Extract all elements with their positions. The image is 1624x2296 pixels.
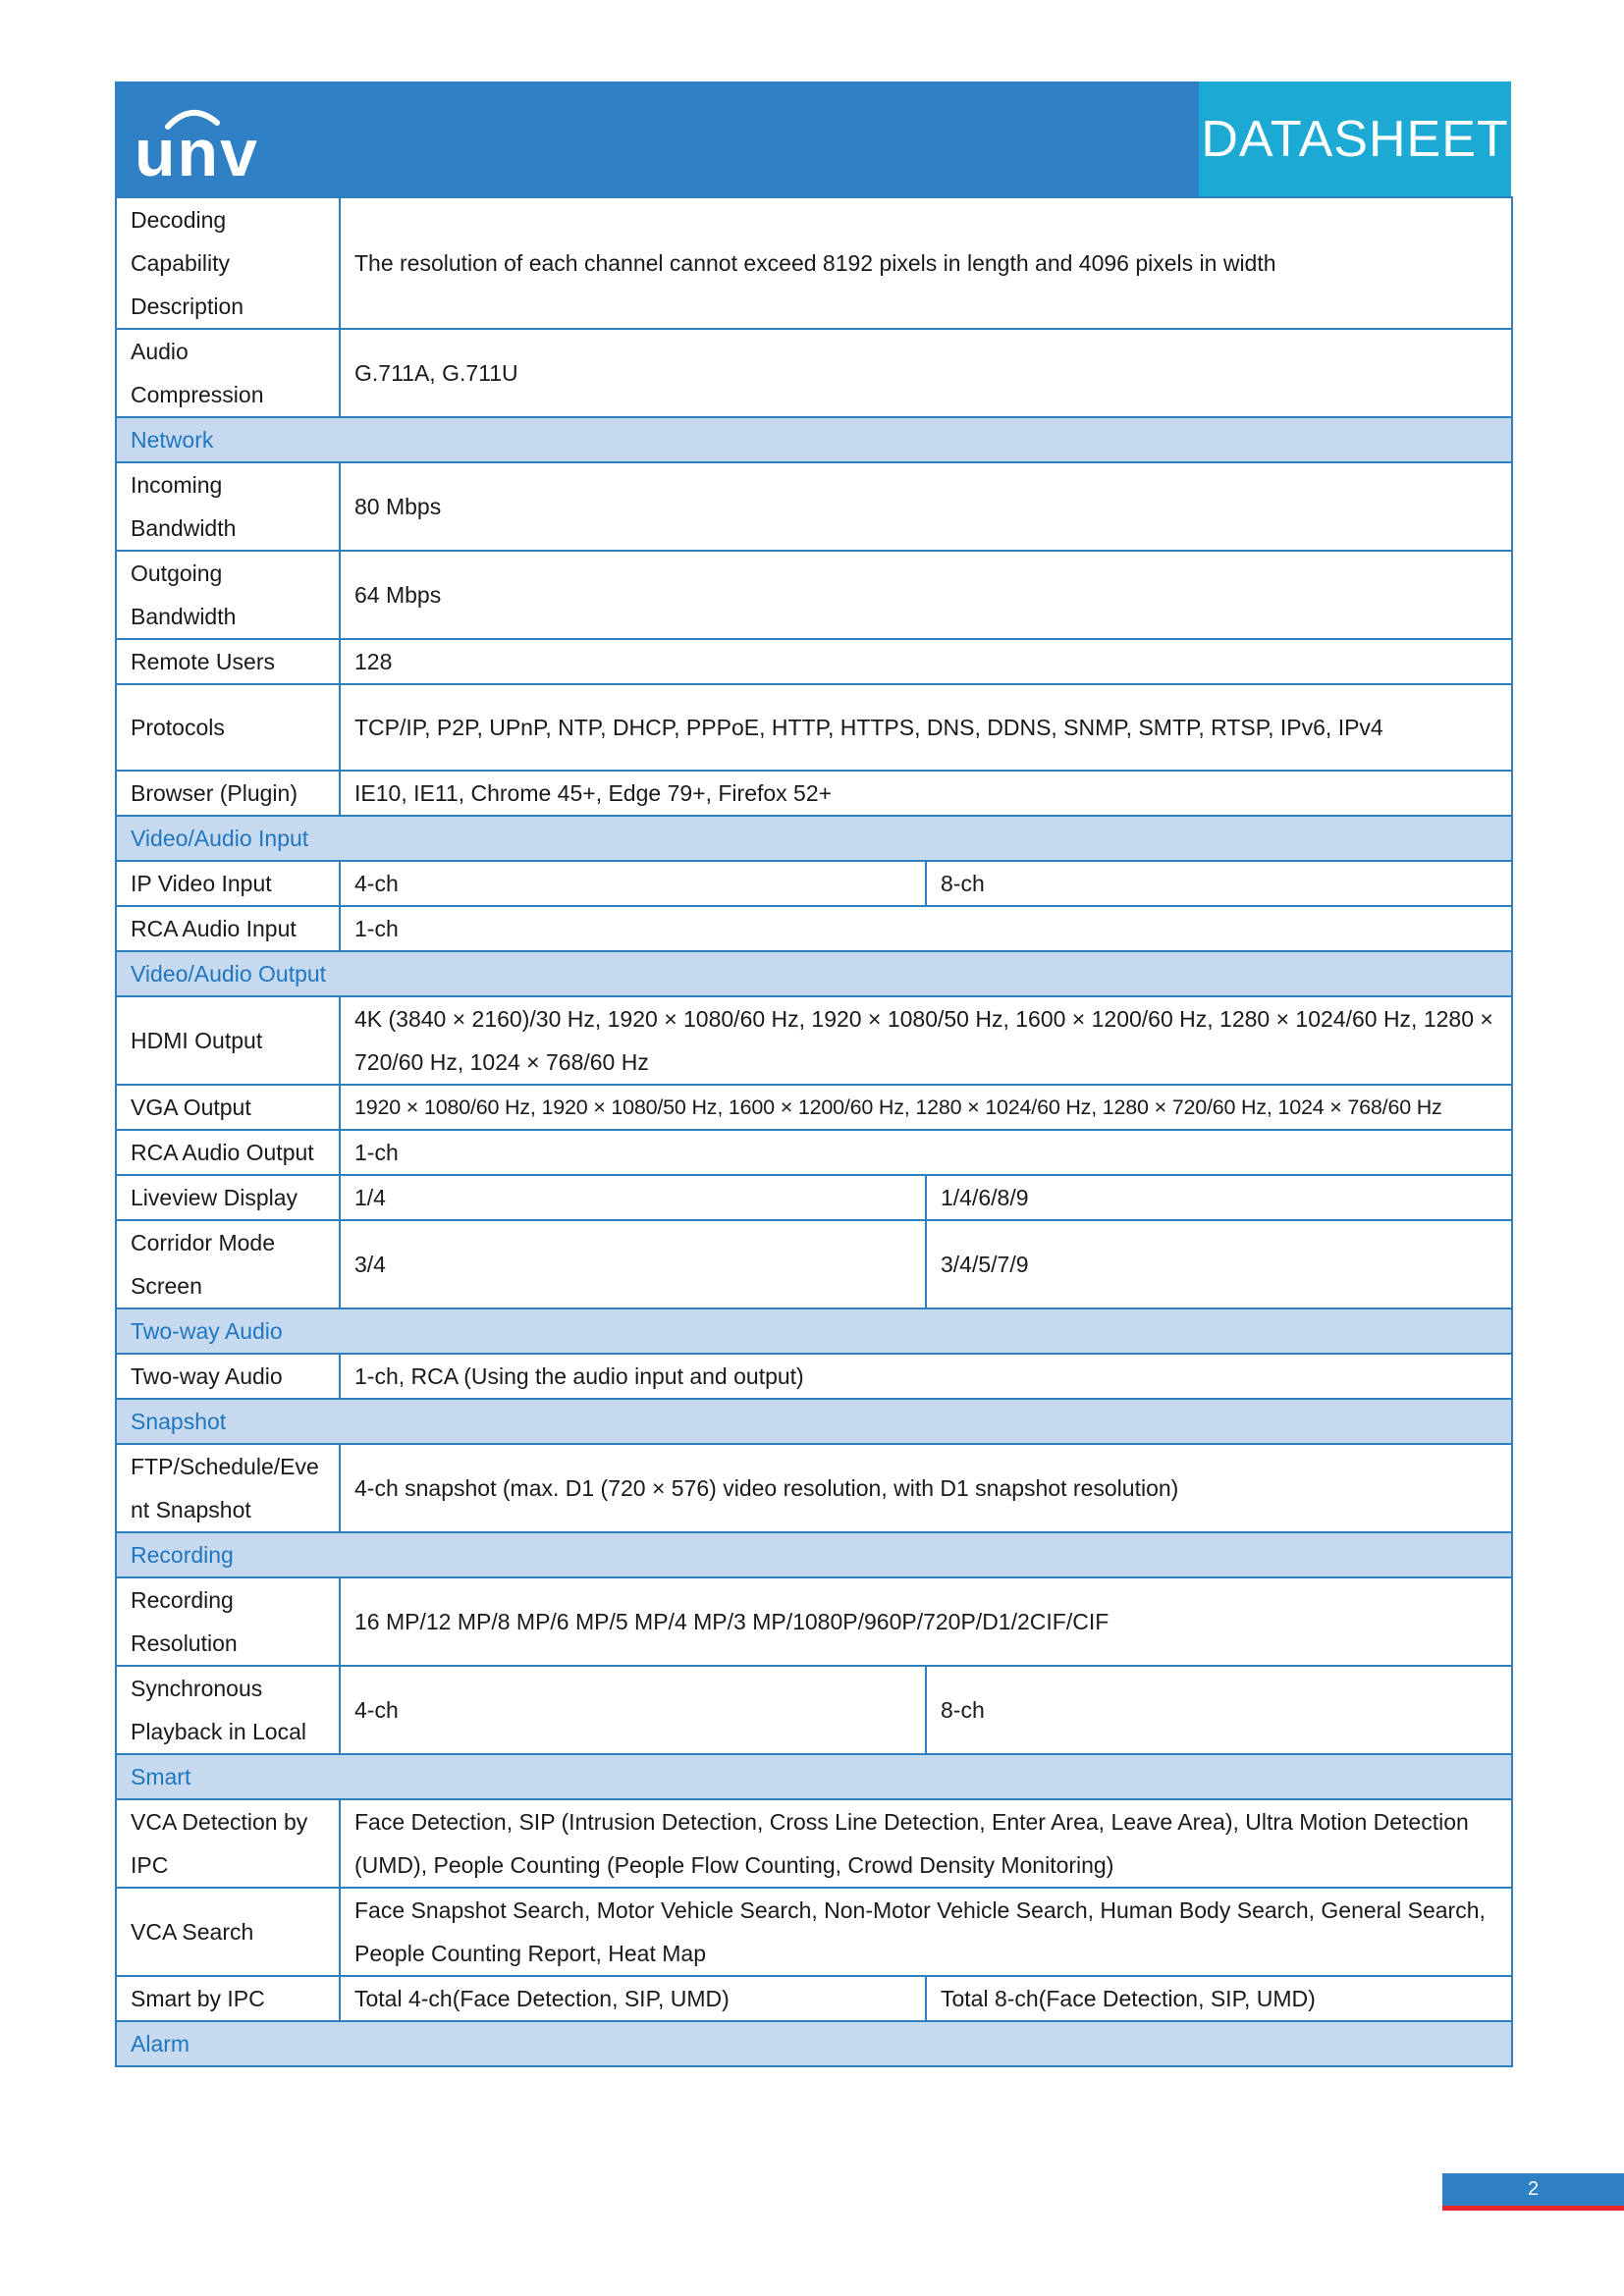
row-value-4ch: 4-ch <box>340 1666 926 1754</box>
row-label: Outgoing Bandwidth <box>116 551 340 639</box>
row-label: HDMI Output <box>116 996 340 1085</box>
row-value: 128 <box>340 639 1512 684</box>
row-value: G.711A, G.711U <box>340 329 1512 417</box>
row-label: Browser (Plugin) <box>116 771 340 816</box>
table-row <box>116 1220 1512 1308</box>
section-title: Network <box>116 417 1512 462</box>
section-header-smart <box>116 1754 1512 1799</box>
row-value: 80 Mbps <box>340 462 1512 551</box>
datasheet-header <box>115 81 1511 196</box>
row-label: VGA Output <box>116 1085 340 1130</box>
row-label: Incoming Bandwidth <box>116 462 340 551</box>
section-header-network <box>116 417 1512 462</box>
row-label: Recording Resolution <box>116 1577 340 1666</box>
unv-logo <box>135 99 282 187</box>
row-value: The resolution of each channel cannot exceed 8192 pixels in length and 4096 pixels in width <box>340 197 1512 329</box>
row-label: Remote Users <box>116 639 340 684</box>
row-value: Face Snapshot Search, Motor Vehicle Search, Non-Motor Vehicle Search, Human Body Search, General Search, People Counting Report, Heat Map <box>340 1888 1512 1976</box>
row-label: RCA Audio Output <box>116 1130 340 1175</box>
row-label: Liveview Display <box>116 1175 340 1220</box>
row-value-4ch: Total 4-ch(Face Detection, SIP, UMD) <box>340 1976 926 2021</box>
unv-logo-icon <box>135 99 282 187</box>
row-value-4ch: 1/4 <box>340 1175 926 1220</box>
table-row <box>116 1799 1512 1888</box>
section-header-video-audio-output <box>116 951 1512 996</box>
row-label: VCA Search <box>116 1888 340 1976</box>
table-row <box>116 1444 1512 1532</box>
table-row <box>116 1175 1512 1220</box>
table-row <box>116 1130 1512 1175</box>
section-header-recording <box>116 1532 1512 1577</box>
row-value: TCP/IP, P2P, UPnP, NTP, DHCP, PPPoE, HTTP, HTTPS, DNS, DDNS, SNMP, SMTP, RTSP, IPv6, IPv4 <box>340 684 1512 771</box>
row-value: Face Detection, SIP (Intrusion Detection, Cross Line Detection, Enter Area, Leave Area), Ultra Motion Detection (UMD), People Counting (People Flow Counting, Crowd Density Monitoring) <box>340 1799 1512 1888</box>
row-value-4ch: 4-ch <box>340 861 926 906</box>
row-label: Smart by IPC <box>116 1976 340 2021</box>
row-value: IE10, IE11, Chrome 45+, Edge 79+, Firefox 52+ <box>340 771 1512 816</box>
row-value: 1-ch <box>340 1130 1512 1175</box>
table-row <box>116 197 1512 329</box>
section-title: Snapshot <box>116 1399 1512 1444</box>
section-title: Video/Audio Output <box>116 951 1512 996</box>
row-value: 16 MP/12 MP/8 MP/6 MP/5 MP/4 MP/3 MP/1080P/960P/720P/D1/2CIF/CIF <box>340 1577 1512 1666</box>
row-value-8ch: 3/4/5/7/9 <box>926 1220 1512 1308</box>
table-row <box>116 462 1512 551</box>
table-row <box>116 551 1512 639</box>
table-row <box>116 771 1512 816</box>
row-label: FTP/Schedule/Event Snapshot <box>116 1444 340 1532</box>
table-row <box>116 639 1512 684</box>
datasheet-badge: DATASHEET <box>1199 81 1511 196</box>
row-label: VCA Detection by IPC <box>116 1799 340 1888</box>
row-value: 1-ch, RCA (Using the audio input and output) <box>340 1354 1512 1399</box>
row-label: Two-way Audio <box>116 1354 340 1399</box>
row-value-8ch: 8-ch <box>926 1666 1512 1754</box>
table-row <box>116 1354 1512 1399</box>
row-label: Corridor Mode Screen <box>116 1220 340 1308</box>
row-value-8ch: 1/4/6/8/9 <box>926 1175 1512 1220</box>
section-title: Alarm <box>116 2021 1512 2066</box>
table-row <box>116 684 1512 771</box>
section-title: Smart <box>116 1754 1512 1799</box>
row-label: Decoding Capability Description <box>116 197 340 329</box>
table-row <box>116 1085 1512 1130</box>
section-title: Two-way Audio <box>116 1308 1512 1354</box>
table-row <box>116 861 1512 906</box>
section-title: Video/Audio Input <box>116 816 1512 861</box>
row-value-8ch: 8-ch <box>926 861 1512 906</box>
table-row <box>116 1976 1512 2021</box>
row-label: Audio Compression <box>116 329 340 417</box>
row-label: IP Video Input <box>116 861 340 906</box>
table-row <box>116 1888 1512 1976</box>
row-value-8ch: Total 8-ch(Face Detection, SIP, UMD) <box>926 1976 1512 2021</box>
row-value: 64 Mbps <box>340 551 1512 639</box>
row-value: 1920 × 1080/60 Hz, 1920 × 1080/50 Hz, 1600 × 1200/60 Hz, 1280 × 1024/60 Hz, 1280 × 720/60 Hz, 1024 × 768/60 Hz <box>340 1085 1512 1130</box>
table-row <box>116 1577 1512 1666</box>
table-row <box>116 906 1512 951</box>
row-value-4ch: 3/4 <box>340 1220 926 1308</box>
table-row <box>116 329 1512 417</box>
section-header-snapshot <box>116 1399 1512 1444</box>
row-label: Protocols <box>116 684 340 771</box>
section-header-alarm <box>116 2021 1512 2066</box>
page-number: 2 <box>1442 2173 1624 2211</box>
spec-table <box>115 196 1513 2067</box>
row-value: 1-ch <box>340 906 1512 951</box>
row-label: RCA Audio Input <box>116 906 340 951</box>
logo-text: unv <box>135 116 259 187</box>
section-header-two-way-audio <box>116 1308 1512 1354</box>
row-value: 4K (3840 × 2160)/30 Hz, 1920 × 1080/60 Hz, 1920 × 1080/50 Hz, 1600 × 1200/60 Hz, 1280 × 1024/60 Hz, 1280 × 720/60 Hz, 1024 × 768/60 Hz <box>340 996 1512 1085</box>
section-title: Recording <box>116 1532 1512 1577</box>
section-header-video-audio-input <box>116 816 1512 861</box>
row-label: Synchronous Playback in Local <box>116 1666 340 1754</box>
table-row <box>116 1666 1512 1754</box>
row-value: 4-ch snapshot (max. D1 (720 × 576) video resolution, with D1 snapshot resolution) <box>340 1444 1512 1532</box>
table-row <box>116 996 1512 1085</box>
